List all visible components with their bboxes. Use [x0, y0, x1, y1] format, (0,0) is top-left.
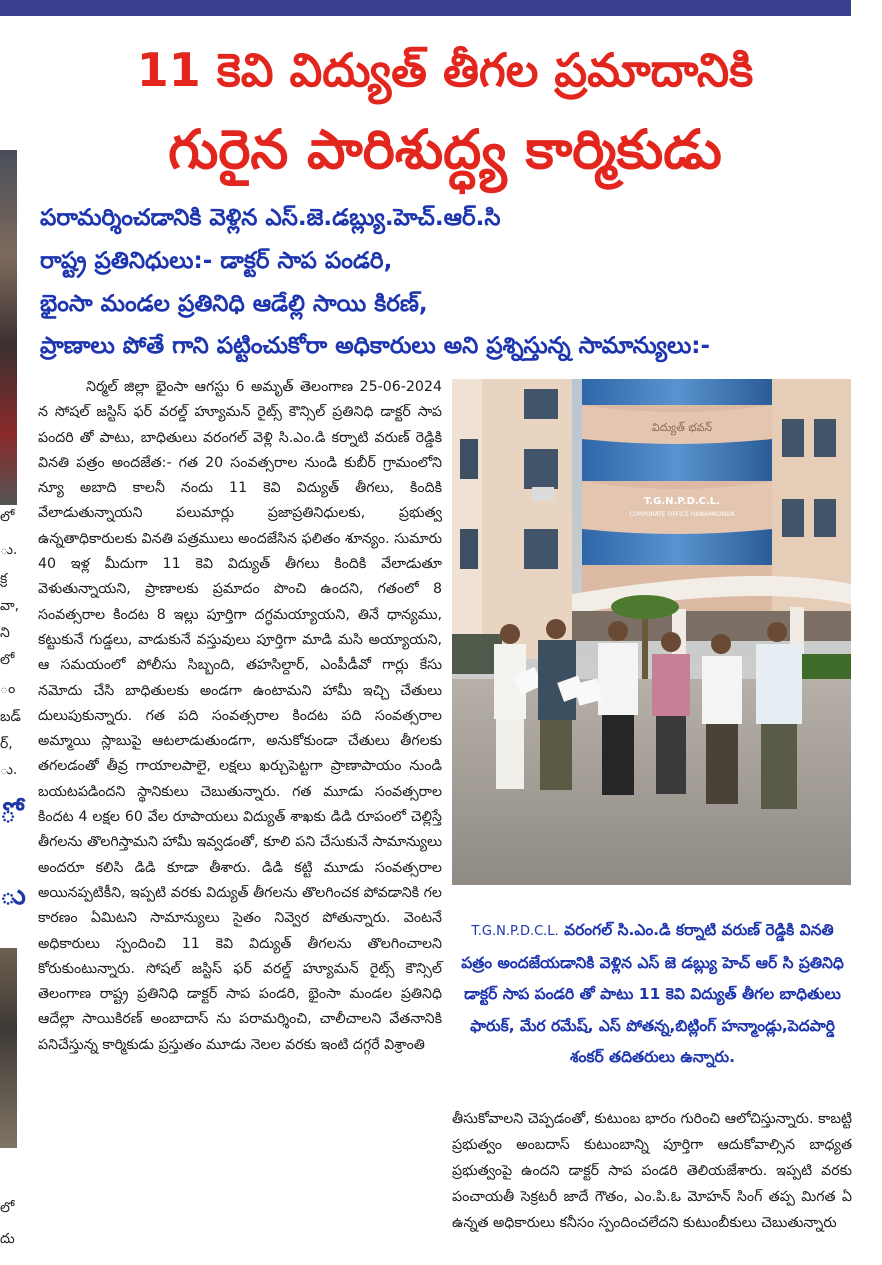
top-color-rule — [0, 0, 851, 16]
caption-prefix: T.G.N.P.D.C.L. — [471, 924, 559, 939]
adjacent-text-fragment: ం — [0, 681, 16, 697]
adjacent-photo-fragment — [0, 150, 17, 505]
caption-text: వరంగల్ సి.ఎం.డి కర్నాటి వరుణ్ రెడ్డికి వినతి పత్రం అందజేయడానికి వెళ్లిన ఎస్ జె డబ్ల్యు హెచ్ ఆర్ సి ప్రతినిధి డాక్టర్ సాప పండరి తో పాటు 11 కెవి విద్యుత్ తీగల బాధితులు ఫారుక్, మేర రమేష్, ఎస్ పోతన్న,బిట్లింగ్ హన్మాండ్లు,పెదపార్డి శంకర్ తదితరులు ఉన్నారు. — [461, 921, 844, 1067]
adjacent-text-fragment: ు. — [0, 762, 18, 778]
news-photo — [452, 379, 851, 885]
adjacent-text-fragment: దు — [0, 1231, 15, 1247]
building-script-sign: విద్యుత్ భవన్ — [651, 421, 713, 434]
subheading-3: భైంసా మండల ప్రతినిధి ఆడేల్లి సాయి కిరణ్, — [40, 291, 428, 317]
article-body — [38, 375, 442, 1058]
subheading-2: రాష్ట్ర ప్రతినిధులు:- డాక్టర్ సాప పండరి, — [40, 248, 393, 274]
article-paragraph: నిర్మల్ జిల్లా భైంసా ఆగస్టు 6 అమృత్ తెలంగాణ 25-06-2024 న సోషల్ జస్టిస్ ఫర్ వరల్డ్ హ్యూమన్ రైట్స్ కౌన్సిల్ ప్రతినిధి డాక్టర్ సాప పందరి తో పాటు, బాధితులు వరంగల్ వెళ్లి సి.ఎం.డి కర్నాటి వరుణ్ రెడ్డికి వినతి పత్రం అందజేత:- గత 20 సంవత్సరాల నుండి కుబీర్ గ్రామంలోని న్యూ అబాది కాలనీ నందు 11 కెవి విద్యుత్ తీగలు, కిందికి వేలాడుతున్నాయని పలుమార్లు ప్రజాప్రతినిధులకు, ప్రభుత్వ ఉన్నతాధికారులకు వినతి పత్రములు అందజేసిన ఫలితం శూన్యం. సుమారు 40 ఇళ్ల మీదుగా 11 కెవి విద్యుత్ తీగలు కిందికి వేలాడుతూ వెళుతున్నాయని, ప్రాణాలకు ప్రమాదం పొంచి ఉందని, గతంలో 8 సంవత్సరాల కిందట 8 ఇల్లు పూర్తిగా దగ్ధమయ్యాయని, తినే ధాన్యము, కట్టుకునే గుడ్డలు, వాడుకునే వస్తువులు పూర్తిగా మాడి మసి అయ్యాయని, ఆ సమయంలో పోలీసు సిబ్బంది, తహసిల్దార్, ఎంపీడీవో గార్లు కేసు నమోదు చేసి బాధితులకు అండగా ఉంటామని హామీ ఇచ్చి చేతులు దులుపుకున్నారు. గత పది సంవత్సరాల కిందట పది సంవత్సరాల అమ్మాయి స్లాబుపై ఆటలాడుతుండగా, అనుకోకుండా చేతులు తీగలకు తగలడంతో తీవ్ర గాయాలపాలై, లక్షలు ఖర్చుపెట్టగా ప్రాణాపాయం నుండి బయటపడిందని స్థానికులు చెబుతున్నారు. గత మూడు సంవత్సరాల కిందట 4 లక్షల 60 వేల రూపాయలు విద్యుత్ శాఖకు డిడి రూపంలో చెల్లిస్తే తీగలను తొలగిస్తామని హామీ ఇవ్వడంతో, కూలి పని చేసుకునే సామాన్యులు అందరూ కలిసి డిడి కూడా తీశారు. డిడి కట్టి మూడు సంవత్సరాల అయినప్పటికీని, ఇప్పటి వరకు విద్యుత్ తీగలను తొలగించక పోవడానికి గల కారణం ఏమిటని సామాన్యులు సైతం నివ్వెర పోతున్నారు. వెంటనే అధికారులు స్పందించి 11 కెవి విద్యుత్ తీగలను తొలగించాలని కోరుకుంటున్నారు. సోషల్ జస్టిస్ ఫర్ వరల్డ్ హ్యూమన్ రైట్స్ కౌన్సిల్ తెలంగాణ రాష్ట్ర ప్రతినిధి డాక్టర్ సాప పండరి, భైంసా మండల ప్రతినిధి ఆదేల్లా సాయికిరణ్ అంబాదాస్ ను పరామర్శించి, చాలీచాలని వేతనానికి పనిచేస్తున్న కార్మికుడు ప్రస్తుతం మూడు నెలల వరకు ఇంటి దగ్గరే విశ్రాంతి — [38, 379, 442, 1053]
subheading-4: ప్రాణాలు పోతే గాని పట్టించుకోరా అధికారులు అని ప్రశ్నిస్తున్న సామాన్యులు:- — [40, 333, 711, 359]
adjacent-text-fragment: బడ్ — [0, 709, 21, 725]
headline-line-2: గురైన పారిశుద్ధ్య కార్మికుడు — [168, 118, 722, 181]
article-continuation: తీసుకోవాలని చెప్పడంతో, కుటుంబ భారం గురించి ఆలోచిస్తున్నారు. కాబట్టి ప్రభుత్వం అంబదాస్ కుటుంబాన్ని పూర్తిగా ఆదుకోవాల్సిన బాధ్యత ప్రభుత్వంపై ఉందని డాక్టర్ సాప పండరి తెలియజేశారు. ఇప్పటి వరకు పంచాయతీ సెక్రటరీ జాదే గౌతం, ఎం.పి.ఓ మోహన్ సింగ్ తప్ప మిగత ఏ ఉన్నత అధికారులు కనీసం స్పందించలేదని కుటుంబీకులు చెబుతున్నారు — [452, 1111, 852, 1231]
adjacent-heading-fragment: ు — [0, 878, 26, 911]
adjacent-text-fragment: ని — [0, 625, 10, 641]
adjacent-text-fragment: ు. — [0, 542, 18, 558]
adjacent-text-fragment: వా, — [0, 598, 20, 614]
headline-line-1: 11 కెవి విద్యుత్ తీగల ప్రమాదానికి — [136, 43, 754, 97]
subheading-1: పరామర్శించడానికి వెళ్లిన ఎస్.జె.డబ్ల్యు.హెచ్.ఆర్.సి — [40, 205, 501, 231]
adjacent-text-fragment: లో — [0, 509, 15, 525]
adjacent-photo-fragment-lower — [0, 948, 17, 1148]
adjacent-text-fragment: లో — [0, 652, 15, 668]
building-subsign: CORPORATE OFFICE HANAMKONDA — [629, 511, 735, 518]
office-building-photo — [452, 379, 851, 885]
adjacent-text-fragment: ర్, — [0, 736, 13, 752]
adjacent-text-fragment: క్ర — [0, 571, 8, 587]
adjacent-text-fragment: లో — [0, 1200, 15, 1216]
building-sign: T.G.N.P.D.C.L. — [644, 496, 720, 507]
photo-caption — [455, 915, 850, 1074]
adjacent-heading-fragment: ో — [0, 796, 17, 829]
